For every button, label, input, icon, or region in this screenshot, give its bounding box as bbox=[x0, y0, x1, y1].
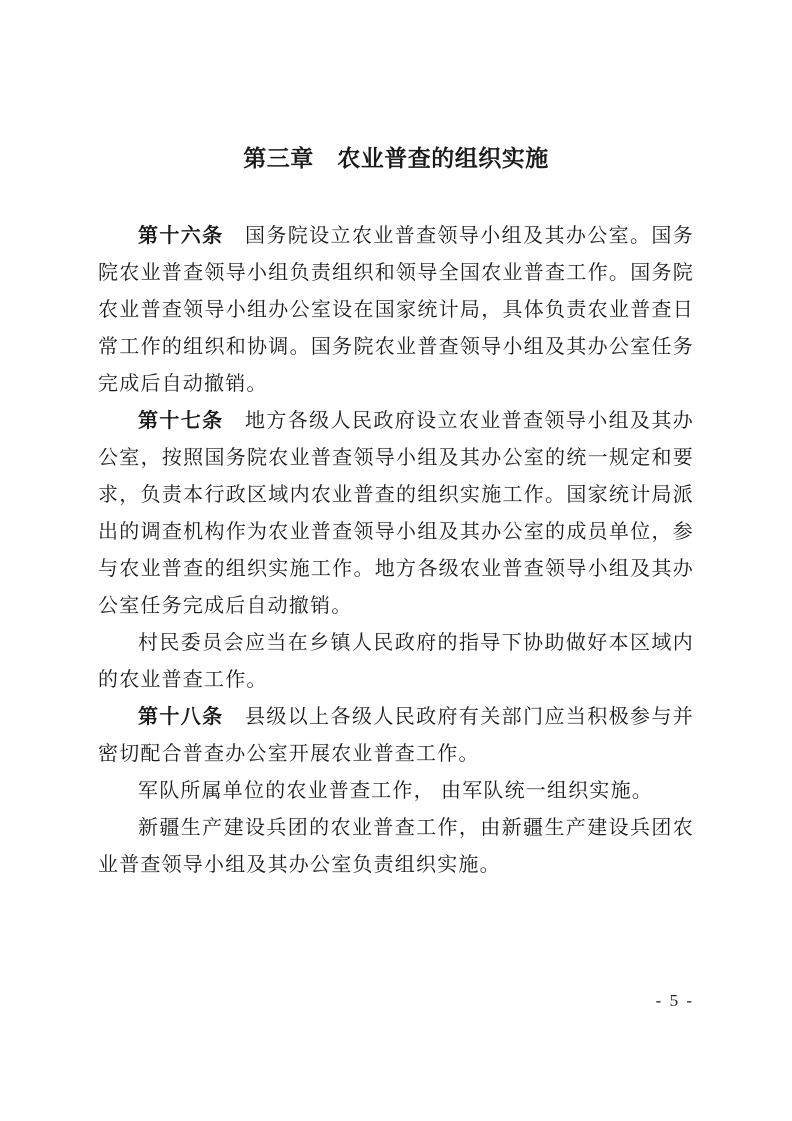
paragraph-village-committee bbox=[98, 625, 694, 699]
paragraph-text: 县级以上各级人民政府有关部门应当积极参与并密切配合普查办公室开展农业普查工作。 bbox=[98, 706, 695, 765]
paragraph-article-17 bbox=[98, 403, 694, 625]
paragraph-article-18 bbox=[98, 699, 694, 773]
paragraph-article-16 bbox=[98, 218, 694, 403]
article-number: 第十六条 bbox=[138, 225, 224, 247]
paragraph-text: 国务院设立农业普查领导小组及其办公室。国务院农业普查领导小组负责组织和领导全国农业普查工作。国务院农业普查领导小组办公室设在国家统计局，具体负责农业普查日常工作的组织和协调。国务院农业普查领导小组及其办公室任务完成后自动撤销。 bbox=[98, 225, 695, 395]
document-body bbox=[98, 218, 694, 884]
paragraph-xinjiang-corps bbox=[98, 810, 694, 884]
paragraph-text: 村民委员会应当在乡镇人民政府的指导下协助做好本区域内的农业普查工作。 bbox=[98, 632, 694, 691]
paragraph-text: 地方各级人民政府设立农业普查领导小组及其办公室，按照国务院农业普查领导小组及其办公室的统一规定和要求，负责本行政区域内农业普查的组织实施工作。国家统计局派出的调查机构作为农业普查领导小组及其办公室的成员单位，参与农业普查的组织实施工作。地方各级农业普查领导小组及其办公室任务完成后自动撤销。 bbox=[98, 410, 695, 617]
chapter-title: 第三章 农业普查的组织实施 bbox=[243, 146, 549, 171]
paragraph-text: 军队所属单位的农业普查工作， 由军队统一组织实施。 bbox=[138, 780, 653, 802]
page-number: - 5 - bbox=[655, 991, 694, 1010]
paragraph-text: 新疆生产建设兵团的农业普查工作，由新疆生产建设兵团农业普查领导小组及其办公室负责组织实施。 bbox=[98, 817, 694, 876]
article-number: 第十八条 bbox=[138, 706, 224, 728]
article-number: 第十七条 bbox=[138, 410, 224, 432]
paragraph-military bbox=[98, 773, 694, 810]
